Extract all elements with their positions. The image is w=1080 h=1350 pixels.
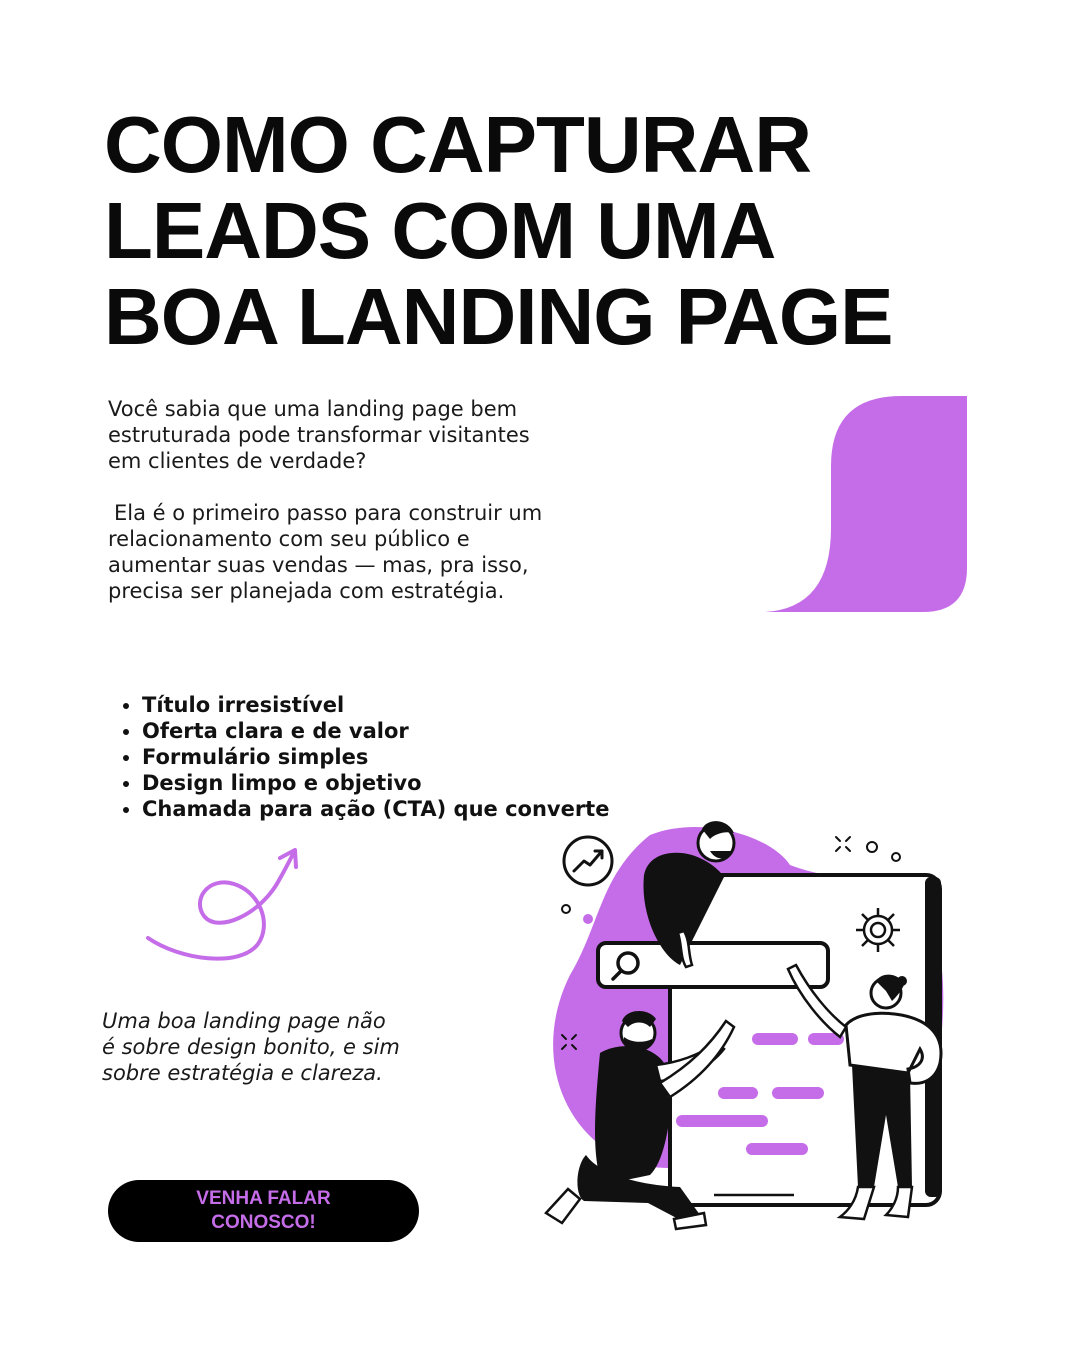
contact-cta-button[interactable] [108, 1180, 419, 1242]
intro-paragraph: Ela é o primeiro passo para construir um relacionamento com seu público e aumentar suas vendas — mas, pra isso, precisa ser planejada com estratégia. [108, 501, 543, 603]
intro-text [108, 396, 548, 604]
swirl-arrow-icon [140, 842, 310, 972]
page-title [104, 102, 1004, 360]
title-line: LEADS COM UMA [104, 186, 776, 275]
list-item: • Design limpo e objetivo [142, 770, 609, 796]
list-item: • Oferta clara e de valor [142, 718, 609, 744]
cta-label-line: CONOSCO! [211, 1212, 316, 1233]
title-line: COMO CAPTURAR [104, 100, 811, 189]
quote-text [102, 1008, 462, 1086]
intro-paragraph: Você sabia que uma landing page bem estruturada pode transformar visitantes em clientes de verdade? [108, 397, 530, 473]
feature-list [116, 692, 609, 822]
list-item: • Formulário simples [142, 744, 609, 770]
trend-up-icon [564, 837, 612, 885]
quote-line: sobre estratégia e clareza. [102, 1061, 383, 1085]
landing-page-illustration [540, 815, 960, 1235]
decorative-leaf-shape [765, 396, 967, 612]
quote-line: Uma boa landing page não [102, 1009, 386, 1033]
cta-label-line: VENHA FALAR [196, 1188, 331, 1209]
list-item: • Título irresistível [142, 692, 609, 718]
list-item: • Chamada para ação (CTA) que converte [142, 796, 609, 822]
title-line: BOA LANDING PAGE [104, 272, 893, 361]
quote-line: é sobre design bonito, e sim [102, 1035, 400, 1059]
